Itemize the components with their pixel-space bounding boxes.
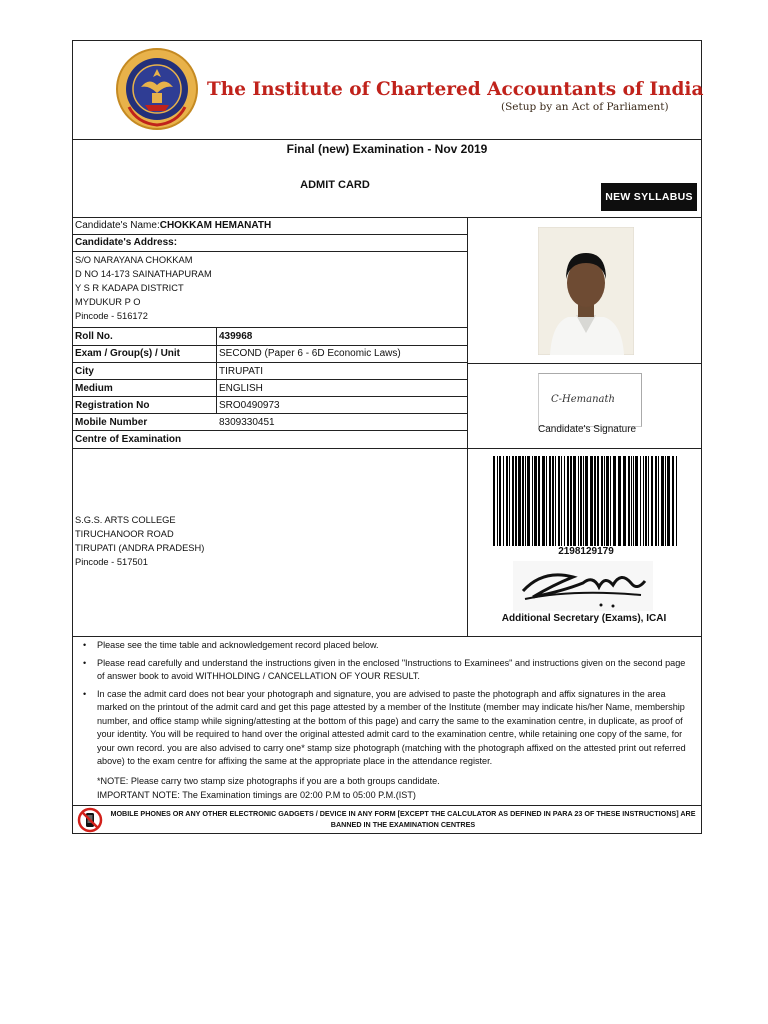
barcode-bar [604,456,605,546]
medium-value: ENGLISH [219,383,263,394]
secretary-label: Additional Secretary (Exams), ICAI [501,613,667,624]
candidate-address [75,253,212,323]
barcode-bar [594,456,596,546]
barcode-bar [515,456,517,546]
barcode-bar [532,456,533,546]
icai-logo-icon [115,47,199,131]
barcode [493,456,679,548]
note-item: • Please read carefully and understand the instructions given in the enclosed "Instructions to Examinees" and instructions given on the second page of answer book to avoid WITHHOLDING / CANCELLATION OF YOUR RESULT. [83,657,693,684]
barcode-bar [564,456,565,546]
barcode-bar [610,456,611,546]
barcode-bar [658,456,659,546]
barcode-bar [534,456,537,546]
barcode-bar [549,456,551,546]
centre-line: TIRUPATI (ANDRA PRADESH) [75,543,205,553]
admit-card [72,40,702,834]
barcode-bar [613,456,616,546]
secretary-signature [513,561,653,611]
detail-label: Medium [75,383,113,394]
barcode-bar [585,456,588,546]
barcode-bar [546,456,547,546]
barcode-bar [522,456,524,546]
centre-line: Pincode - 517501 [75,557,148,567]
barcode-bar [628,456,630,546]
important-note: IMPORTANT NOTE: The Examination timings are 02:00 P.M to 05:00 P.M.(IST) [97,790,416,800]
mobile-value: 8309330451 [219,417,275,428]
barcode-bar [618,456,621,546]
centre-line: S.G.S. ARTS COLLEGE [75,515,176,525]
address-line: Y S R KADAPA DISTRICT [75,283,184,293]
barcode-bar [606,456,609,546]
admit-card-heading: ADMIT CARD [300,179,370,191]
address-line: S/O NARAYANA CHOKKAM [75,255,193,265]
barcode-bar [667,456,670,546]
barcode-bar [578,456,579,546]
barcode-bar [573,456,576,546]
signature-box [538,373,642,427]
roll-number: 439968 [219,331,253,342]
note-item: • In case the admit card does not bear your photograph and signature, you are advised to paste the photograph and affix signatures in the area marked on the printout of the admit card and get this page attested by a member of the Institute (member may indicate his/her Name, membership number, and office stamp while signing/attesting at the bottom of this page) and carry the same to the examination centre, in duplicate, as proof of your identity. You will be required to hand over the original attested admit card to the examination centre, while retaining one copy of the same, for your own record. you are also advised to carry one* stamp size photograph (matching with the photograph affixed on the attested print out referred above) to the exam centre for affixing the same at the appropriate place in the attendance register. [83,688,693,769]
barcode-number: 2198129179 [558,546,614,557]
barcode-bar [493,456,495,546]
detail-label: Registration No [75,400,150,411]
barcode-bar [583,456,584,546]
mobile-ban-text: MOBILE PHONES OR ANY OTHER ELECTRONIC GADGETS / DEVICE IN ANY FORM [EXCEPT THE CALCULATOR AS DEFINED IN PARA 23 OF THESE INSTRUCTIONS] ARE BANNED IN THE EXAMINATION CENTRES [110,809,696,829]
centre-line: TIRUCHANOOR ROAD [75,529,174,539]
barcode-bar [672,456,674,546]
barcode-bar [643,456,644,546]
no-mobile-icon [77,807,103,833]
candidate-signature: C-Hemanath [551,394,615,405]
barcode-bar [512,456,514,546]
barcode-bar [645,456,647,546]
candidate-name: CHOKKAM HEMANATH [159,220,272,231]
barcode-bar [542,456,545,546]
barcode-bar [665,456,666,546]
barcode-bar [552,456,554,546]
detail-label: Mobile Number [75,417,148,428]
note-item: • Please see the time table and acknowledgement record placed below. [83,639,693,653]
barcode-bar [631,456,632,546]
detail-label: Exam / Group(s) / Unit [75,348,181,359]
barcode-bar [561,456,562,546]
barcode-bar [503,456,504,546]
candidate-name-row [75,220,271,232]
centre-address [75,513,204,569]
institute-subtitle: (Setup by an Act of Parliament) [501,101,669,113]
barcode-bar [640,456,641,546]
candidate-name-label: Candidate's Name: [75,220,160,231]
address-line: Pincode - 516172 [75,311,148,321]
note-extra: *NOTE: Please carry two stamp size photographs if you are a both groups candidate. [97,776,440,786]
notes-list [83,639,693,773]
barcode-bar [527,456,530,546]
barcode-bar [676,456,677,546]
barcode-bar [499,456,501,546]
centre-label: Centre of Examination [75,434,182,445]
barcode-bar [518,456,521,546]
barcode-bar [655,456,657,546]
address-line: D NO 14-173 SAINATHAPURAM [75,269,212,279]
barcode-bar [525,456,526,546]
barcode-bar [580,456,582,546]
detail-label: City [75,366,94,377]
exam-title: Final (new) Examination - Nov 2019 [286,142,488,156]
barcode-bar [497,456,498,546]
barcode-bar [567,456,569,546]
registration-value: SRO0490973 [219,400,280,411]
barcode-bar [661,456,664,546]
barcode-bar [555,456,556,546]
barcode-bar [633,456,634,546]
barcode-bar [635,456,638,546]
institute-title: The Institute of Chartered Accountants of India [207,79,704,100]
barcode-bar [597,456,599,546]
signature-label: Candidate's Signature [538,424,637,435]
address-line: MYDUKUR P O [75,297,141,307]
barcode-bar [651,456,653,546]
candidate-photo [538,227,634,355]
detail-label: Roll No. [75,331,113,342]
barcode-bar [590,456,593,546]
barcode-bar [506,456,508,546]
barcode-bar [623,456,626,546]
barcode-bar [570,456,572,546]
barcode-bar [509,456,510,546]
new-syllabus-badge: NEW SYLLABUS [601,183,697,211]
candidate-address-label: Candidate's Address: [75,237,178,248]
barcode-bar [648,456,649,546]
city-value: TIRUPATI [219,366,264,377]
barcode-bar [558,456,560,546]
notes-section [73,639,701,809]
barcode-bar [601,456,603,546]
barcode-bar [538,456,540,546]
exam-group-value: SECOND (Paper 6 - 6D Economic Laws) [219,348,401,359]
